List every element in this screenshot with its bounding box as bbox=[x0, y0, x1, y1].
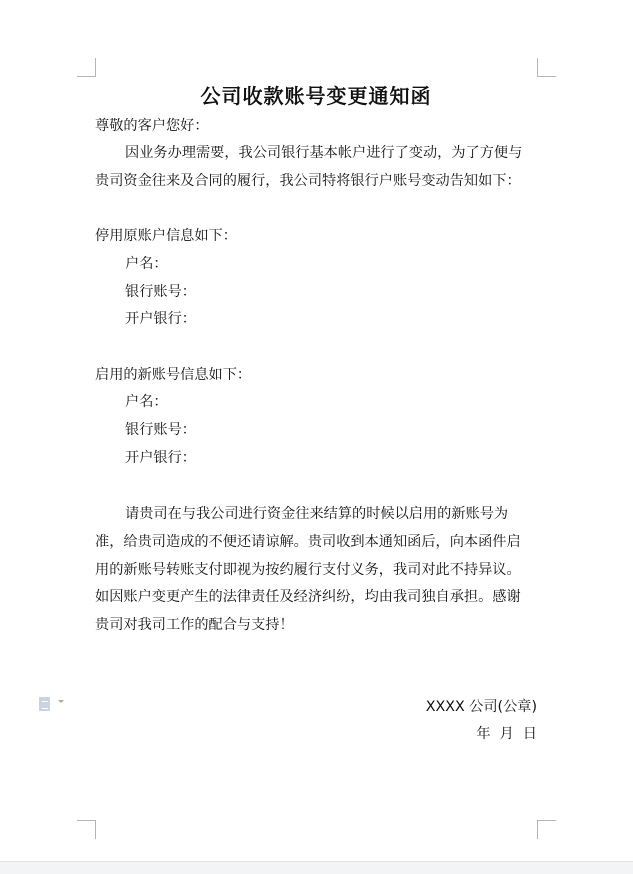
new-account-number: 银行账号： bbox=[125, 422, 196, 438]
new-account-bank: 开户银行： bbox=[125, 450, 196, 466]
closing-line: 如因账户变更产生的法律责任及经济纠纷，均由我司独自承担。感谢 bbox=[95, 589, 521, 605]
closing-line: 请贵司在与我公司进行资金往来结算的时候以启用的新账号为 bbox=[125, 506, 509, 522]
page-corner-mark bbox=[77, 820, 96, 839]
greeting: 尊敬的客户您好： bbox=[95, 118, 209, 134]
old-account-name: 户名： bbox=[125, 256, 168, 272]
page-corner-mark bbox=[77, 58, 96, 77]
page-gap-background bbox=[0, 861, 633, 874]
closing-line: 用的新账号转账支付即视为按约履行支付义务，我司对此不持异议。 bbox=[95, 562, 521, 578]
intro-line: 贵司资金往来及合同的履行，我公司特将银行户账号变动告知如下： bbox=[95, 173, 521, 189]
intro-line: 因业务办理需要，我公司银行基本帐户进行了变动，为了方便与 bbox=[125, 145, 523, 161]
old-account-heading: 停用原账户信息如下： bbox=[95, 228, 237, 244]
new-account-name: 户名： bbox=[125, 394, 168, 410]
signature-date: 年 月 日 bbox=[476, 726, 537, 742]
closing-line: 贵司对我司工作的配合与支持！ bbox=[95, 617, 294, 633]
chevron-down-icon[interactable] bbox=[58, 700, 64, 703]
new-account-heading: 启用的新账号信息如下： bbox=[95, 367, 252, 383]
page-corner-mark bbox=[537, 58, 556, 77]
page-corner-mark bbox=[537, 820, 556, 839]
signature-company: XXXX 公司(公章) bbox=[425, 699, 537, 715]
paste-options-icon[interactable] bbox=[39, 697, 50, 711]
document-title: 公司收款账号变更通知函 bbox=[200, 84, 432, 108]
old-account-bank: 开户银行： bbox=[125, 311, 196, 327]
closing-line: 准，给贵司造成的不便还请谅解。贵司收到本通知函后，向本函件启 bbox=[95, 534, 521, 550]
old-account-number: 银行账号： bbox=[125, 284, 196, 300]
